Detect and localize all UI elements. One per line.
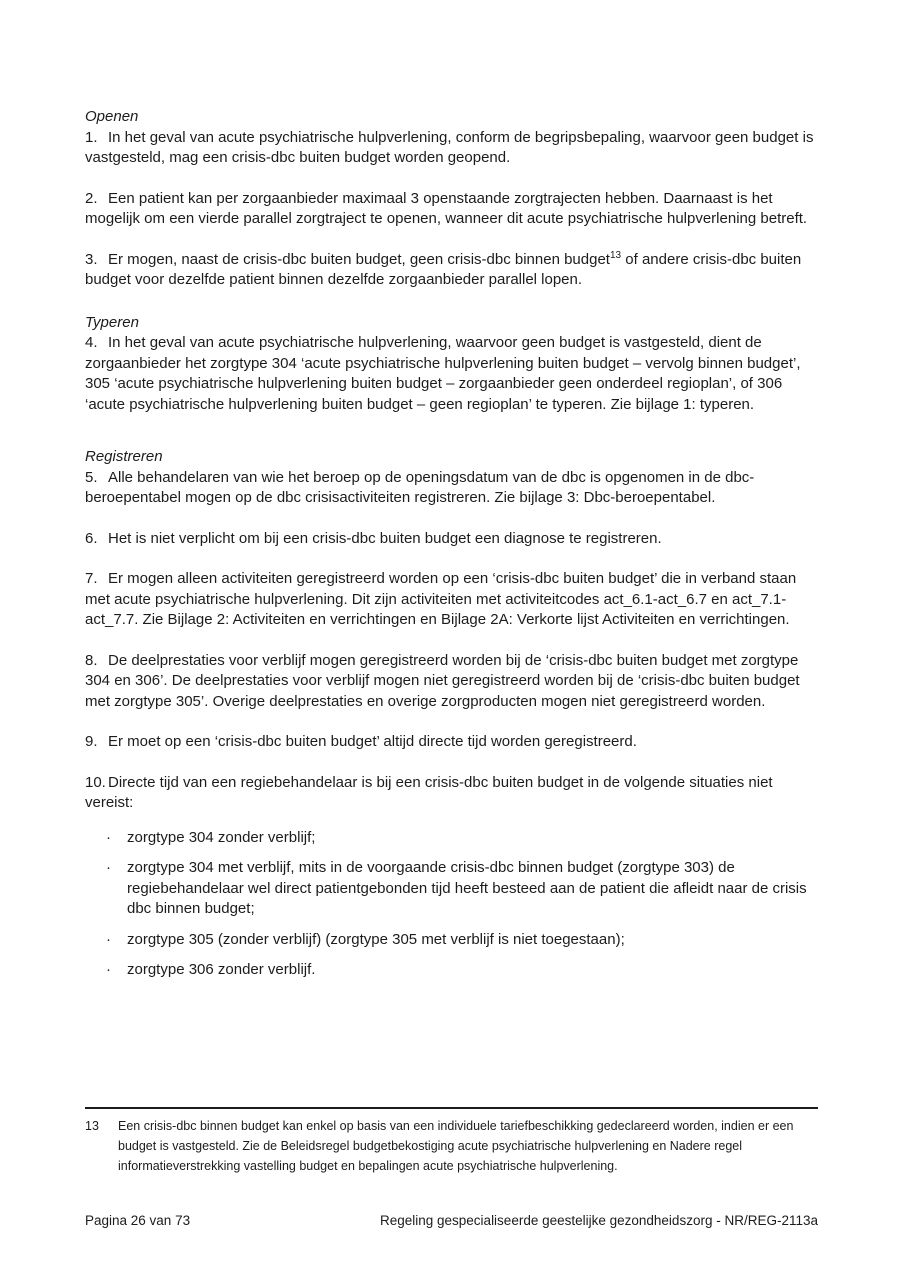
page-footer — [85, 1212, 818, 1230]
item-text: Het is niet verplicht om bij een crisis-dbc buiten budget een diagnose te registreren. — [108, 529, 662, 547]
bullet-glyph: · — [106, 859, 111, 876]
page-number: Pagina 26 van 73 — [85, 1213, 191, 1228]
item-text: De deelprestaties voor verblijf mogen geregistreerd worden bij de ‘crisis-dbc buiten budget met zorgtype 304 en 306’. De deelprestaties voor verblijf mogen niet geregistreerd worden bij de ‘crisis-dbc buiten budget met zorgtype 305’. Overige deelprestaties en overige zorgproducten mogen niet geregistreerd worden. — [85, 651, 800, 710]
list-item — [85, 128, 818, 169]
list-item — [85, 250, 818, 291]
section-heading: Typeren — [85, 313, 139, 331]
footnote-number: 13 — [85, 1119, 99, 1133]
bullet-text: zorgtype 305 (zonder verblijf) (zorgtype 305 met verblijf is niet toegestaan); — [127, 930, 625, 948]
item-text: In het geval van acute psychiatrische hulpverlening, waarvoor geen budget is vastgesteld, dient de zorgaanbieder het zorgtype 304 ‘acute psychiatrische hulpverlening buiten budget – vervolg binnen budget’, 305 ‘acute psychiatrische hulpverlening buiten budget – zorgaanbieder geen onderdeel regioplan’, of 306 ‘acute psychiatrische hulpverlening buiten budget – geen regioplan’ te typeren. Zie bijlage 1: typeren. — [85, 334, 801, 413]
list-item — [85, 651, 818, 713]
bullet-text: zorgtype 304 met verblijf, mits in de voorgaande crisis-dbc binnen budget (zorgtype 303) de regiebehandelaar wel direct patientgebonden tijd heeft besteed aan de patient die afleidt naar de crisis dbc binnen budget; — [127, 859, 807, 917]
bullet-item — [85, 960, 818, 981]
list-item — [85, 468, 818, 509]
list-item — [85, 189, 818, 230]
item-number: 5. — [85, 468, 98, 486]
item-number: 8. — [85, 651, 98, 669]
item-text: In het geval van acute psychiatrische hulpverlening, conform de begripsbepaling, waarvoor geen budget is vastgesteld, mag een crisis-dbc buiten budget worden geopend. — [85, 128, 814, 166]
item-number: 1. — [85, 128, 98, 146]
item-number: 7. — [85, 570, 98, 587]
bullet-text: zorgtype 304 zonder verblijf; — [127, 828, 316, 846]
footnote — [85, 1116, 818, 1176]
bullet-list — [85, 828, 818, 981]
list-item — [85, 333, 818, 415]
bullet-item — [85, 930, 818, 951]
section — [85, 313, 818, 416]
list-item — [85, 569, 818, 631]
list-item — [85, 773, 818, 814]
section-heading: Openen — [85, 108, 139, 125]
document-title: Regeling gespecialiseerde geestelijke gezondheidszorg - NR/REG-2113a — [379, 1213, 818, 1228]
item-text: Directe tijd van een regiebehandelaar is bij een crisis-dbc buiten budget in de volgende situaties niet vereist: — [85, 773, 773, 811]
bullet-item — [85, 828, 818, 849]
item-number: 4. — [85, 334, 98, 351]
item-number: 2. — [85, 189, 98, 207]
section-heading: Registreren — [85, 448, 163, 465]
item-number: 6. — [85, 529, 98, 547]
section — [85, 107, 818, 291]
item-text: Alle behandelaren van wie het beroep op de openingsdatum van de dbc is opgenomen in de dbc-beroepentabel mogen op de dbc crisisactiviteiten registreren. Zie bijlage 3: Dbc-beroepentabel. — [85, 468, 755, 506]
list-item — [85, 529, 818, 550]
item-number: 9. — [85, 733, 98, 750]
document-content — [85, 107, 818, 1001]
item-number: 10. — [85, 773, 106, 791]
list-item — [85, 732, 818, 753]
footnote-area — [85, 1107, 818, 1176]
item-text: Een patient kan per zorgaanbieder maximaal 3 openstaande zorgtrajecten hebben. Daarnaast is het mogelijk om een vierde parallel zorgtraject te openen, wanneer dit acute psychiatrische hulpverlening betreft. — [85, 189, 808, 227]
item-number: 3. — [85, 250, 98, 268]
item-text: Er moet op een ‘crisis-dbc buiten budget’ altijd directe tijd worden geregistreerd. — [108, 733, 637, 750]
bullet-glyph: · — [106, 961, 111, 978]
footnote-ref: 13 — [609, 249, 622, 261]
item-text: Er mogen, naast de crisis-dbc buiten budget, geen crisis-dbc binnen budget$^{13}$ of andere crisis-dbc buiten budget voor dezelfde patient binnen dezelfde zorgaanbieder parallel lopen. — [85, 249, 802, 288]
section — [85, 447, 818, 981]
bullet-text: zorgtype 306 zonder verblijf. — [127, 961, 316, 978]
bullet-glyph: · — [106, 930, 111, 948]
bullet-glyph: · — [106, 828, 111, 846]
footnote-text: Een crisis-dbc binnen budget kan enkel op basis van een individuele tariefbeschikking gedeclareerd worden, indien er een budget is vastgesteld. Zie de Beleidsregel budgetbekostiging acute psychiatrische hulpverlening en Nadere regel informatieverstrekking vastelling budget en bepalingen acute psychiatrische hulpverlening. — [118, 1119, 794, 1173]
bullet-item — [85, 858, 818, 920]
item-text: Er mogen alleen activiteiten geregistreerd worden op een ‘crisis-dbc buiten budget’ die in verband staan met acute psychiatrische hulpverlening. Dit zijn activiteiten met activiteitcodes act_6.1-act_6.7 en act_7.1-act_7.7. Zie Bijlage 2: Activiteiten en verrichtingen en Bijlage 2A: Verkorte lijst Activiteiten en verrichtingen. — [85, 570, 797, 628]
